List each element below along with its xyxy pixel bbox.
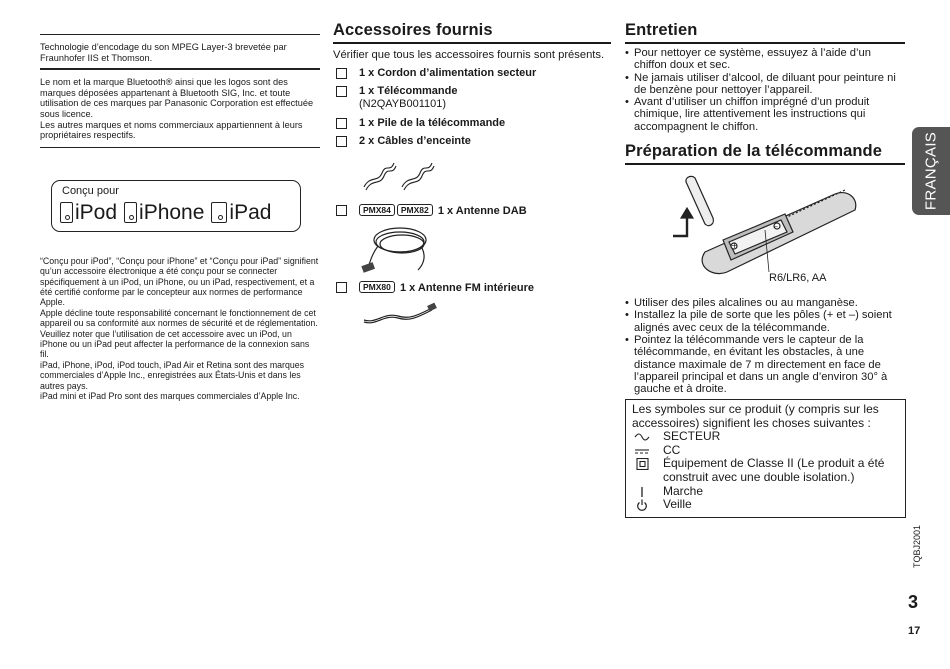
legal-paragraph: Veuillez noter que l’utilisation de cet accessoire avec un iPod, un iPhone ou un iPad peut affecter la performance de la connexion sans fil. (40, 328, 310, 360)
list-item: • Installez la pile de sorte que les pôles (+ et –) soient alignés avec ceux de la télécommande. (625, 309, 905, 334)
iphone-icon (124, 202, 137, 223)
accessory-label: 1 x Télécommande (359, 85, 458, 97)
accessory-item (333, 281, 611, 295)
model-badge: PMX84 (359, 204, 395, 216)
language-tab (912, 127, 950, 215)
checkbox[interactable] (336, 282, 347, 293)
device-label: iPod (75, 200, 118, 224)
ipod-icon (60, 202, 73, 223)
left-column (40, 28, 320, 401)
list-item: • Pointez la télécommande vers le capteur de la télécommande, en évitant les obstacles, à une distance maximale de 7 m directement en face de l’appareil principal et dans un angle d’environ 30° à gauche et à droite. (625, 334, 905, 395)
legal-paragraph: iPad mini et iPad Pro sont des marques commerciales d’Apple Inc. (40, 391, 300, 402)
checkbox[interactable] (336, 205, 347, 216)
accessory-label: 1 x Antenne FM intérieure (399, 282, 534, 294)
language-label: FRANÇAIS (922, 131, 940, 211)
accessory-item (333, 67, 611, 81)
accessory-label: 1 x Pile de la télécommande (359, 117, 506, 129)
apple-legal-text (40, 256, 320, 402)
symbol-label: Veille (663, 497, 692, 512)
accessory-item (333, 135, 611, 149)
list-item: • Ne jamais utiliser d’alcool, de diluant pour peinture ni de benzène pour nettoyer l’appareil. (625, 72, 905, 97)
page-number: 3 (908, 592, 919, 612)
divider (40, 147, 320, 148)
legal-paragraph: Apple décline toute responsabilité concernant le fonctionnement de cet appareil ou sa conformité aux normes de sécurité et de réglementation. (40, 307, 318, 329)
remote-prep-list (625, 297, 905, 395)
symbols-box (625, 399, 906, 518)
symbol-row (632, 457, 899, 484)
accessories-section (333, 20, 611, 62)
model-badge: PMX82 (397, 204, 433, 216)
section-title: Préparation de la télécommande (625, 142, 883, 161)
model-badge: PMX80 (359, 281, 395, 293)
accessory-item (333, 117, 611, 131)
section-title: Accessoires fournis (333, 21, 493, 39)
accessory-label: 2 x Câbles d’enceinte (359, 135, 471, 147)
symbol-row (632, 485, 899, 499)
mpeg-notice: Technologie d’encodage du son MPEG Layer-3 brevetée par Fraunhofer IIS et Thomson. (40, 42, 287, 63)
made-for-iphone (124, 201, 204, 225)
symbol-label: CC (663, 442, 681, 457)
list-item: • Utiliser des piles alcalines ou au manganèse. (625, 297, 905, 309)
checkbox[interactable] (336, 118, 347, 129)
symbol-row (632, 498, 899, 512)
made-for-ipod (60, 201, 117, 225)
fm-antenna-illustration (360, 300, 440, 330)
accessory-item (333, 85, 611, 113)
device-label: iPhone (139, 200, 205, 224)
symbol-label: Marche (663, 483, 704, 498)
list-item: • Avant d’utiliser un chiffon imprégné d’un produit chimique, lire attentivement les instructions qui accompagnent le chiffon. (625, 96, 905, 133)
made-for-heading: Conçu pour (62, 184, 119, 197)
class-ii-icon (634, 458, 650, 470)
bluetooth-notice: Le nom et la marque Bluetooth® ainsi que les logos sont des marques déposées appartenant à Bluetooth SIG, Inc. et toute utilisation de ces marques par Panasonic Corporation est effectuée sous licence. (40, 77, 314, 119)
checkbox[interactable] (336, 136, 347, 147)
standby-icon (634, 499, 650, 511)
speaker-cables-illustration (360, 155, 440, 195)
title-rule (625, 42, 905, 44)
made-for-apple-logo (51, 180, 301, 232)
other-marks-notice: Les autres marques et noms commerciaux appartiennent à leurs propriétaires respectifs. (40, 119, 303, 141)
legal-paragraph: iPad, iPhone, iPod, iPod touch, iPad Air et Retina sont des marques commerciales d’Apple Inc., enregistrées aux États-Unis et dans les autres pays. (40, 359, 305, 391)
divider (40, 68, 320, 70)
legal-paragraph: “Conçu pour iPod”, “Conçu pour iPhone” et “Conçu pour iPad” signifient qu’un accessoire électronique a été conçu pour se connecter spécifiquement à un iPod, un iPhone, ou un iPad, respectivement, et a été certifié conforme par le concepteur aux normes de performance Apple. (40, 255, 319, 308)
ac-icon (634, 431, 650, 443)
symbol-label: SECTEUR (663, 429, 721, 444)
on-icon (634, 486, 650, 498)
checkbox[interactable] (336, 68, 347, 79)
svg-text:–: – (774, 222, 778, 231)
symbol-row (632, 430, 899, 444)
made-for-ipad (211, 201, 271, 225)
title-rule (333, 42, 611, 44)
symbol-label: Équipement de Classe II (Le produit a été construit avec une double isolation.) (663, 456, 885, 484)
checkbox[interactable] (336, 86, 347, 97)
remote-battery-illustration (665, 174, 865, 276)
accessory-label: 1 x Antenne DAB (437, 205, 527, 217)
page-number-small: 17 (908, 625, 921, 637)
dab-antenna-illustration (360, 222, 440, 277)
divider (40, 34, 320, 35)
list-item: • Pour nettoyer ce système, essuyez à l’aide d’un chiffon doux et sec. (625, 47, 905, 72)
battery-type-label: R6/LR6, AA (769, 272, 827, 284)
accessory-label: 1 x Cordon d’alimentation secteur (359, 67, 537, 79)
document-id: TQBJ2001 (912, 524, 922, 568)
device-label: iPad (229, 200, 272, 224)
accessory-detail: (N2QAYB001101) (359, 98, 447, 110)
accessory-item (333, 204, 611, 218)
dc-icon (634, 445, 650, 457)
ipad-icon (211, 202, 227, 223)
accessories-intro: Vérifier que tous les accessoires fournis sont présents. (333, 49, 605, 61)
maintenance-list (625, 47, 905, 133)
section-title: Entretien (625, 21, 698, 39)
svg-text:+: + (731, 241, 738, 250)
title-rule (625, 163, 905, 165)
symbols-intro: Les symboles sur ce produit (y compris sur les accessoires) signifient les choses suivantes : (632, 402, 879, 430)
